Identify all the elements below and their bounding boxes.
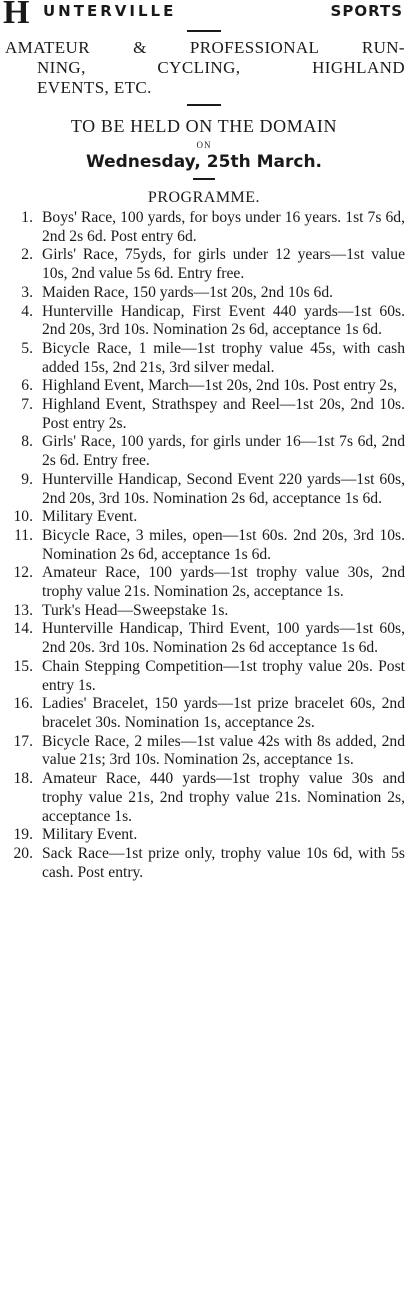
programme-item — [3, 826, 405, 845]
programme-item-number: 5. — [21, 339, 33, 357]
programme-item-text: Maiden Race, 150 yards—1st 20s, 2nd 10s 6d. — [42, 283, 334, 301]
title-rest: UNTERVILLE — [43, 2, 177, 20]
event-date: Wednesday, 25th March. — [85, 152, 323, 172]
programme-item-text: Amateur Race, 440 yards—1st trophy value 30s and trophy value 21s, 2nd trophy value 21s. Nomination 2s, acceptance 1s. — [42, 770, 405, 825]
programme-item-number: 2. — [21, 246, 33, 264]
programme-item — [3, 246, 405, 283]
programme-item-number: 11. — [14, 526, 33, 544]
programme-item — [3, 770, 405, 826]
programme-item — [3, 377, 405, 396]
masthead — [3, 0, 405, 31]
programme-item — [3, 602, 405, 621]
subtitle-line: EVENTS, ETC. — [37, 78, 152, 97]
programme-item — [3, 433, 405, 470]
programme-item — [3, 396, 405, 433]
programme-item — [3, 303, 405, 340]
programme-item-text: Girls' Race, 75yds, for girls under 12 years—1st value 10s, 2nd value 5s 6d. Entry free. — [42, 246, 405, 283]
programme-item-number: 20. — [13, 844, 33, 862]
programme-item-text: Sack Race—1st prize only, trophy value 10s 6d, with 5s cash. Post entry. — [42, 844, 405, 881]
programme-item — [3, 845, 405, 882]
programme-item-number: 14. — [13, 620, 33, 638]
programme-item-text: Ladies' Bracelet, 150 yards—1st prize bracelet 60s, 2nd bracelet 30s. Nomination 1s, acceptance 2s. — [42, 695, 405, 731]
programme-item-number: 1. — [21, 209, 33, 226]
programme-item-text: Military Event. — [42, 508, 138, 526]
programme-item-text: Amateur Race, 100 yards—1st trophy value 30s, 2nd trophy value 21s. Nomination 2s, acceptance 1s. — [42, 564, 405, 601]
subtitle-line: AMATEUR & PROFESSIONAL RUN- — [5, 38, 405, 57]
programme-item — [3, 471, 405, 508]
programme-item-text: Girls' Race, 100 yards, for girls under 16—1st 7s 6d, 2nd 2s 6d. Entry free. — [42, 433, 405, 470]
programme-item — [3, 733, 405, 770]
programme-item-text: Hunterville Handicap, First Event 440 yards—1st 60s. 2nd 20s, 3rd 10s. Nomination 2s 6d, acceptance 1s 6d. — [42, 302, 405, 339]
programme-item — [3, 658, 405, 695]
programme-item-text: Bicycle Race, 2 miles—1st value 42s with 8s added, 2nd value 21s; 3rd 10s. Nomination 2s, acceptance 1s. — [42, 732, 405, 769]
programme-item-number: 19. — [13, 826, 33, 844]
programme-item — [3, 527, 405, 564]
programme-item — [3, 620, 405, 657]
title-initial: H — [3, 0, 29, 31]
programme-item — [3, 284, 405, 303]
programme-item-number: 6. — [21, 377, 33, 395]
programme-item — [3, 695, 405, 732]
programme-item — [3, 209, 405, 246]
programme-item-number: 7. — [21, 396, 33, 414]
programme-item-text: Bicycle Race, 1 mile—1st trophy value 45s, with cash added 15s, 2nd 21s, 3rd silver medal. — [42, 339, 405, 376]
programme-item-number: 10. — [13, 508, 33, 526]
programme-item-text: Highland Event, March—1st 20s, 2nd 10s. Post entry 2s, — [42, 377, 398, 395]
programme-item-text: Turk's Head—Sweepstake 1s. — [42, 601, 229, 619]
programme-item-number: 12. — [13, 564, 33, 582]
programme-item — [3, 564, 405, 601]
programme-item-text: Military Event. — [42, 826, 138, 844]
title-sports: SPORTS — [330, 2, 403, 20]
subtitle — [3, 38, 405, 98]
programme-item-number: 15. — [13, 657, 33, 675]
programme-item-number: 8. — [21, 433, 33, 451]
programme-item-text: Chain Stepping Competition—1st trophy value 20s. Post entry 1s. — [42, 657, 405, 694]
programme-item-number: 4. — [21, 302, 33, 320]
subtitle-line: NING, CYCLING, HIGHLAND — [37, 58, 405, 77]
programme-item-number: 3. — [21, 283, 33, 301]
divider — [187, 30, 221, 32]
venue-line: TO BE HELD ON THE DOMAIN — [70, 116, 338, 136]
programme-item-text: Highland Event, Strathspey and Reel—1st 20s, 2nd 10s. Post entry 2s. — [42, 396, 405, 432]
programme-item-number: 16. — [13, 695, 33, 713]
programme-item-number: 17. — [13, 732, 33, 750]
programme-item — [3, 340, 405, 377]
programme-heading: PROGRAMME. — [147, 189, 261, 206]
programme-item-text: Boys' Race, 100 yards, for boys under 16 years. 1st 7s 6d, 2nd 2s 6d. Post entry 6d. — [42, 209, 405, 245]
programme-item-text: Hunterville Handicap, Second Event 220 yards—1st 60s, 2nd 20s, 3rd 10s. Nomination 2s 6d, acceptance 1s 6d. — [42, 470, 405, 507]
programme-item-number: 18. — [13, 770, 33, 788]
programme-item-number: 9. — [21, 470, 33, 488]
programme-item-number: 13. — [13, 601, 33, 619]
programme-item — [3, 508, 405, 527]
divider — [187, 104, 221, 106]
on-label: ON — [196, 140, 212, 150]
programme-item-text: Hunterville Handicap, Third Event, 100 yards—1st 60s, 2nd 20s. 3rd 10s. Nomination 2s 6d acceptance 1s 6d. — [42, 620, 405, 657]
programme-item-text: Bicycle Race, 3 miles, open—1st 60s. 2nd 20s, 3rd 10s. Nomination 2s 6d, acceptance 1s 6d. — [42, 526, 405, 563]
programme-list — [3, 209, 405, 882]
divider — [193, 178, 215, 180]
